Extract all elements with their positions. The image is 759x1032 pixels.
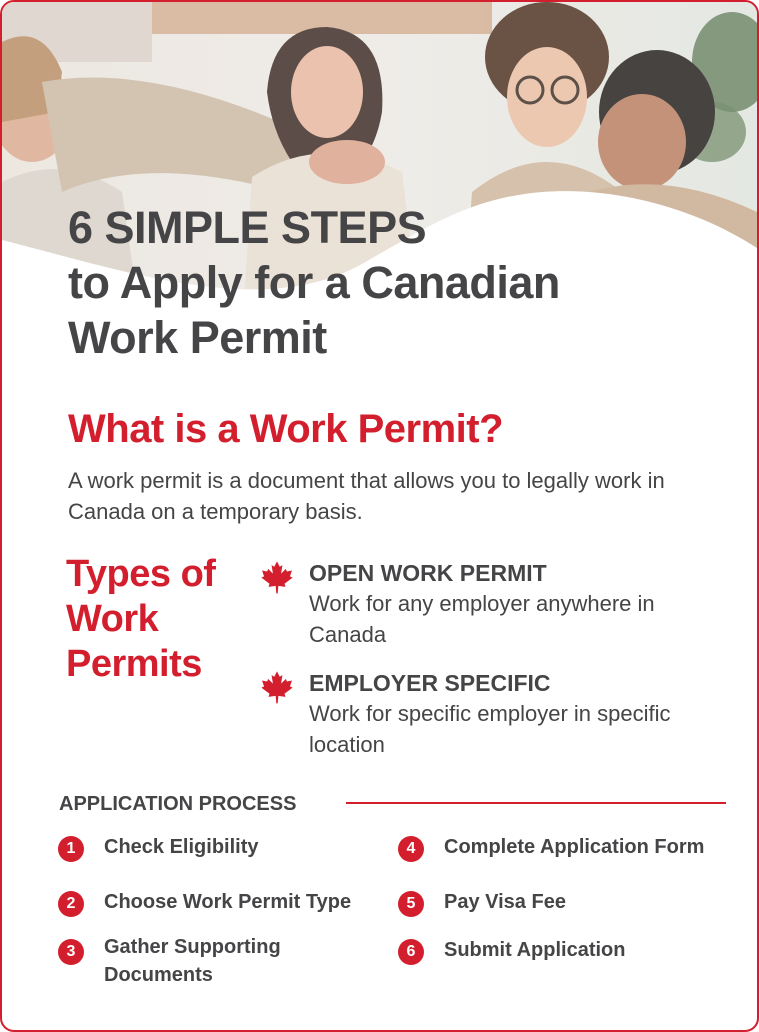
process-heading: APPLICATION PROCESS [59,793,297,815]
step-number-badge: 6 [398,939,424,965]
permit-type-name: OPEN WORK PERMIT [309,560,547,586]
definition-text: A work permit is a document that allows you to legally work in Canada on a temporary basis. [68,468,665,524]
maple-leaf-icon [260,560,294,594]
step-label: Pay Visa Fee [444,891,566,913]
step-label: Gather Supporting Documents [104,936,281,986]
step-number-badge: 3 [58,939,84,965]
step-number-badge: 4 [398,836,424,862]
step-label: Complete Application Form [444,836,705,858]
step-label: Choose Work Permit Type [104,891,352,913]
title-line-3: Work Permit [68,312,327,363]
step-number-badge: 5 [398,891,424,917]
definition-heading: What is a Work Permit? [68,407,504,451]
section-divider [346,802,726,804]
step-label: Submit Application [444,939,626,961]
permit-type-description: Work for any employer anywhere in Canada [309,591,655,647]
title-line-1: 6 SIMPLE STEPS [68,202,427,253]
step-number-badge: 1 [58,836,84,862]
maple-leaf-icon [260,670,294,704]
types-heading: Types of Work Permits [66,553,216,685]
step-label: Check Eligibility [104,836,259,858]
title-line-2: to Apply for a Canadian [68,257,560,308]
permit-type-name: EMPLOYER SPECIFIC [309,670,551,696]
step-number-badge: 2 [58,891,84,917]
page-title [68,200,560,365]
permit-type-description: Work for specific employer in specific location [309,701,671,757]
